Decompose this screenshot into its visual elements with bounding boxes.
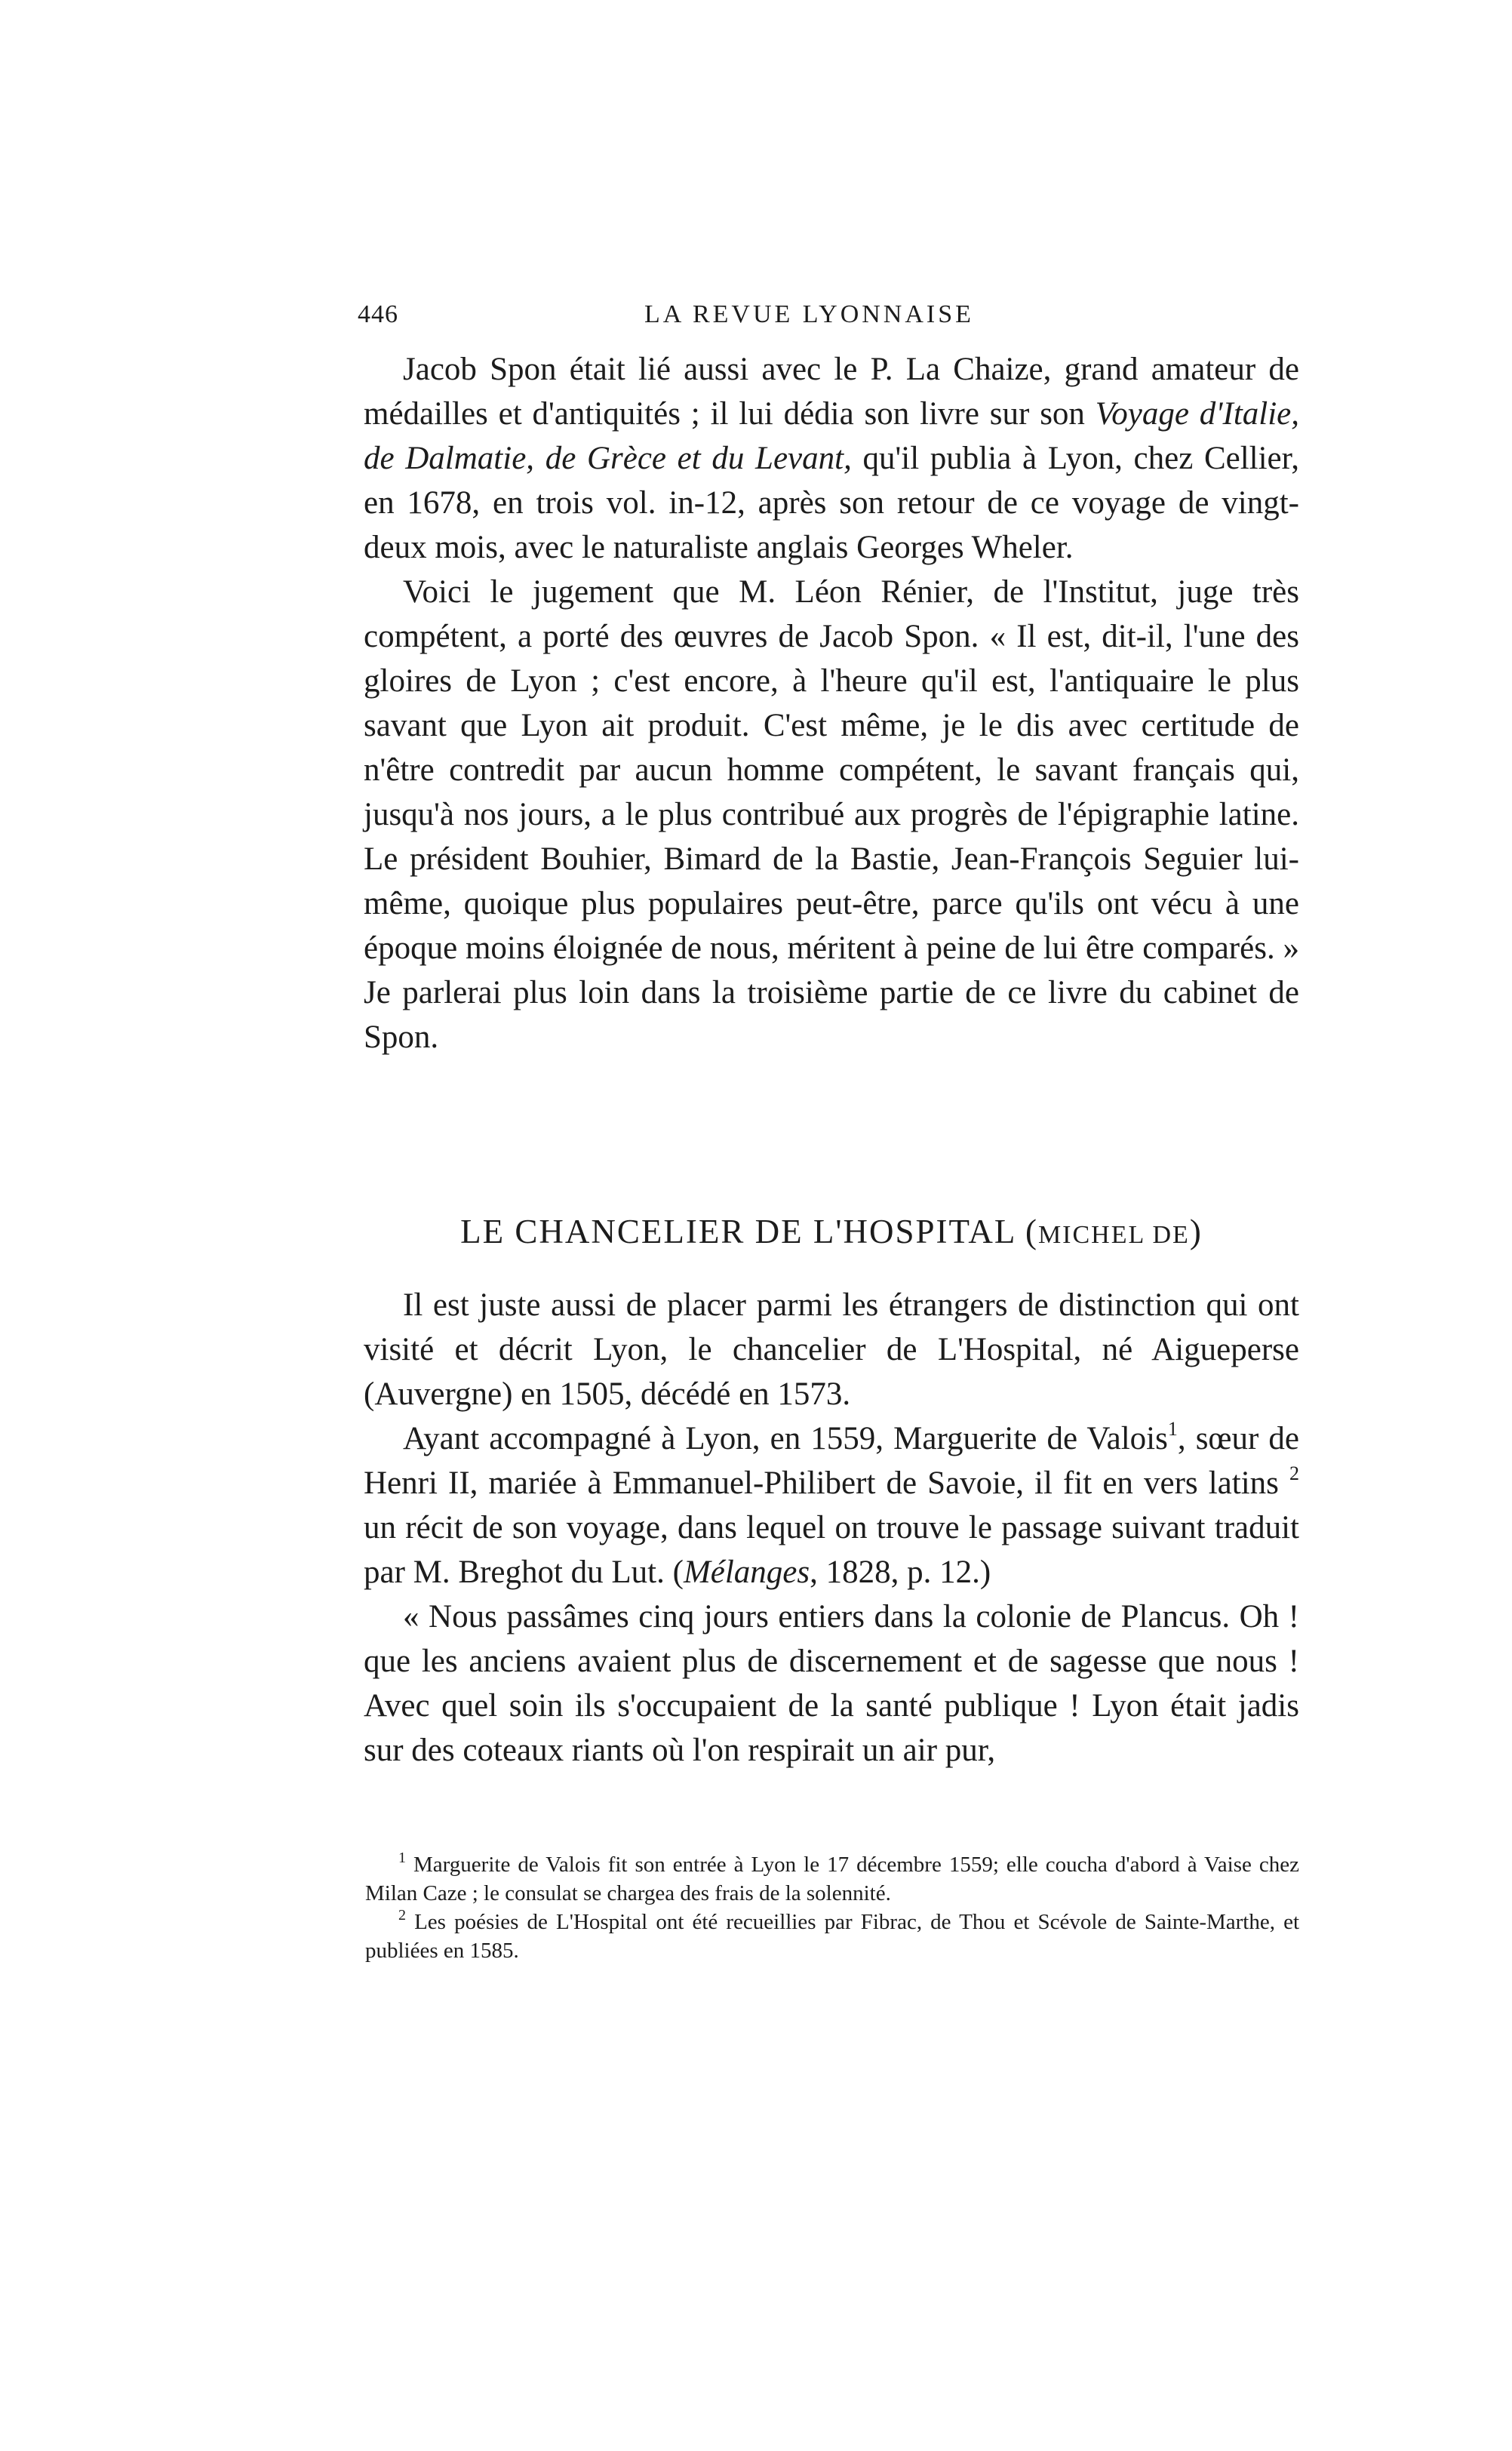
paragraph-text: , 1828, p. 12.) (810, 1555, 991, 1590)
paragraph-marguerite-voyage (364, 1416, 1299, 1595)
paragraph-renier-judgment: Voici le jugement que M. Léon Rénier, de l'Institut, juge très compétent, a porté des œuvres de Jacob Spon. « Il est, dit-il, l'une des gloires de Lyon ; c'est encore, à l'heure qu'il est, l'antiquaire le plus savant que Lyon ait produit. C'est même, je le dis avec certitude de n'être contredit par aucun homme compétent, le savant français qui, jusqu'à nos jours, a le plus contribué aux progrès de l'épigraphie latine. Le président Bouhier, Bimard de la Bastie, Jean-François Seguier lui-même, quoique plus populaires peut-être, parce qu'ils ont vécu à une époque moins éloignée de nous, méritent à peine de lui être comparés. » Je parlerai plus loin dans la troisième partie de ce livre du cabinet de Spon. (364, 574, 1299, 1055)
footnote-marker-1: 1 (398, 1850, 406, 1866)
footnote-text: Marguerite de Valois fit son entrée à Lyon le 17 décembre 1559; elle coucha d'abord à Vaise chez Milan Caze ; le consulat se chargea des frais de la solennité. (365, 1853, 1299, 1905)
footnote-ref-1: 1 (1167, 1418, 1178, 1440)
paragraph-hospital-intro: Il est juste aussi de placer parmi les étrangers de distinction qui ont visité et décrit Lyon, le chancelier de L'Hospital, né Aigueperse (Auvergne) en 1505, décédé en 1573. (364, 1287, 1299, 1412)
book-title-voyage: Voyage d'Italie, de Dalmatie, de Grèce et du Levant, (364, 396, 1299, 476)
paragraph-text: , sœur de Henri II, mariée à Emmanuel-Philibert de Savoie, il fit en vers latins (364, 1421, 1299, 1501)
paragraph-text: un récit de son voyage, dans lequel on trouve le passage suivant traduit par M. Breghot du Lut. ( (364, 1510, 1299, 1590)
section-heading-smallcaps: MICHEL DE (1037, 1221, 1190, 1249)
paragraph-text: Ayant accompagné à Lyon, en 1559, Marguerite de Valois (403, 1421, 1168, 1456)
footnotes (365, 1850, 1299, 1965)
main-text-block (364, 347, 1299, 1059)
page-number: 446 (358, 300, 398, 328)
book-title-melanges: Mélanges (683, 1555, 810, 1590)
section-heading-close: ) (1189, 1213, 1203, 1250)
footnote-2 (365, 1908, 1299, 1965)
journal-title: LA REVUE LYONNAISE (644, 300, 974, 328)
paragraph-text: Jacob Spon était lié aussi avec le P. La Chaize, grand amateur de médailles et d'antiquités ; il lui dédia son livre sur son (364, 352, 1299, 432)
section-text-block (364, 1283, 1299, 1773)
footnote-text: Les poésies de L'Hospital ont été recueillies par Fibrac, de Thou et Scévole de Sainte-Marthe, et publiées en 1585. (365, 1910, 1299, 1963)
paragraph-quotation-plancus: « Nous passâmes cinq jours entiers dans la colonie de Plancus. Oh ! que les anciens avaient plus de discernement et de sagesse que nous ! Avec quel soin ils s'occupaient de la santé publique ! Lyon était jadis sur des coteaux riants où l'on respirait un air pur, (364, 1599, 1299, 1768)
footnote-ref-2: 2 (1289, 1462, 1299, 1484)
footnote-marker-2: 2 (398, 1907, 406, 1924)
paragraph-text: qu'il publia à Lyon, chez Cellier, en 1678, en trois vol. in-12, après son retour de ce voyage de vingt-deux mois, avec le naturaliste anglais Georges Wheler. (364, 441, 1299, 565)
running-head (358, 296, 1293, 334)
footnote-1 (365, 1850, 1299, 1908)
section-heading-main: LE CHANCELIER DE L'HOSPITAL ( (460, 1213, 1038, 1250)
section-heading (364, 1209, 1299, 1258)
paragraph-spon-la-chaize (364, 347, 1299, 570)
